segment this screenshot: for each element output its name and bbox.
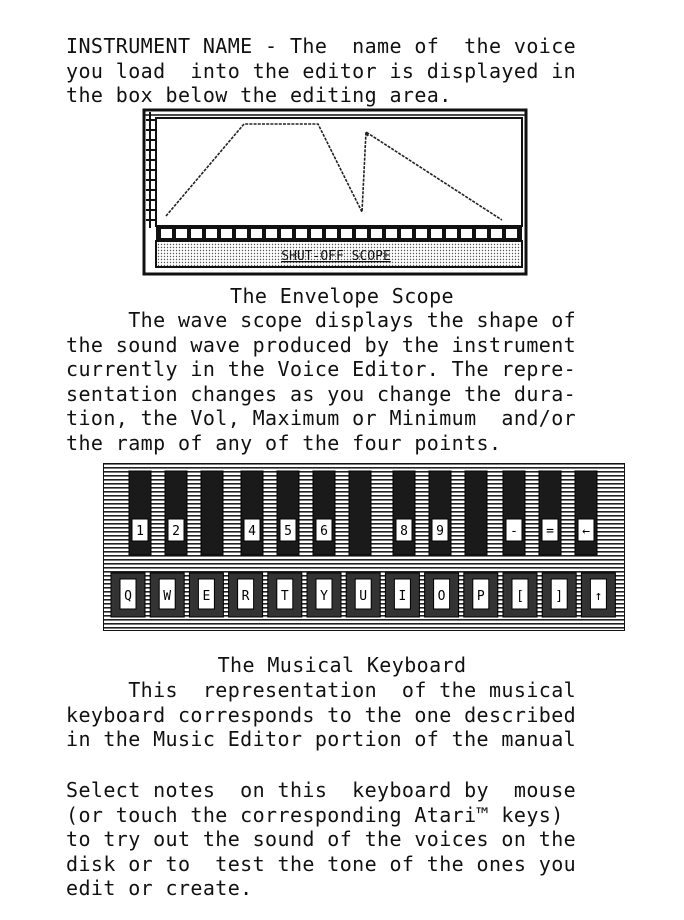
white-key-label: I [398, 589, 407, 604]
envelope-scope-caption: The Envelope Scope [230, 284, 454, 308]
white-key-label: ↑ [594, 589, 603, 604]
white-key-label: T [280, 589, 289, 604]
white-key-label: [ [516, 589, 524, 604]
black-key-label: 2 [172, 524, 180, 539]
black-key-4[interactable] [241, 471, 263, 555]
black-key-label: 5 [284, 524, 292, 539]
black-key-label: - [510, 524, 518, 539]
select-notes-paragraph: Select notes on this keyboard by mouse (or touch the corresponding Atari™ keys) to try out the sound of the voices on the disk or to test the tone of the ones you edit or create. [66, 778, 577, 900]
instrument-name-paragraph: INSTRUMENT NAME - The name of the voice you load into the editor is displayed in the box below the editing area. [66, 34, 577, 107]
scope-label: SHUT-OFF SCOPE [281, 249, 391, 264]
white-key-2[interactable] [150, 573, 184, 617]
white-key-label: O [437, 589, 446, 604]
keyboard-description-paragraph: This representation of the musical keyboard corresponds to the one described in the Music Editor portion of the manual [66, 678, 577, 751]
black-key-label: 4 [248, 524, 256, 539]
white-key-7[interactable] [346, 573, 380, 617]
black-key-2[interactable] [165, 471, 187, 555]
black-key-label: ← [582, 524, 590, 539]
white-key-label: P [476, 589, 485, 604]
black-key-7[interactable] [349, 471, 371, 555]
white-key-10[interactable] [464, 573, 498, 617]
white-key-3[interactable] [189, 573, 223, 617]
black-key-10[interactable] [465, 471, 487, 555]
black-key-13[interactable] [575, 471, 597, 555]
white-key-label: U [359, 589, 368, 604]
white-key-9[interactable] [425, 573, 459, 617]
white-key-5[interactable] [268, 573, 302, 617]
white-key-8[interactable] [385, 573, 419, 617]
black-key-8[interactable] [393, 471, 415, 555]
white-key-4[interactable] [229, 573, 263, 617]
black-key-11[interactable] [503, 471, 525, 555]
black-key-12[interactable] [539, 471, 561, 555]
black-key-3[interactable] [201, 471, 223, 555]
white-key-label: Q [124, 589, 132, 604]
white-key-13[interactable] [581, 573, 615, 617]
black-key-label: 8 [400, 524, 408, 539]
black-key-9[interactable] [429, 471, 451, 555]
black-key-label: 6 [320, 524, 328, 539]
white-key-label: W [163, 589, 172, 604]
wave-scope-paragraph: The wave scope displays the shape of the sound wave produced by the instrument currently in the Voice Editor. The repre- sentation changes as you change the dura- tion, the Vol, Maximum or Minimum and/or the ramp of any of the four points. [66, 308, 577, 455]
musical-keyboard-figure [103, 463, 625, 631]
white-key-label: E [202, 589, 211, 604]
white-key-label: Y [320, 589, 328, 604]
white-key-6[interactable] [307, 573, 341, 617]
black-key-6[interactable] [313, 471, 335, 555]
black-key-1[interactable] [129, 471, 151, 555]
white-key-12[interactable] [542, 573, 576, 617]
white-key-1[interactable] [111, 573, 145, 617]
musical-keyboard-caption: The Musical Keyboard [217, 653, 467, 677]
envelope-scope-figure [142, 108, 528, 276]
black-key-label: 1 [136, 524, 144, 539]
black-key-label: = [546, 524, 554, 539]
black-key-label: 9 [436, 524, 444, 539]
white-key-11[interactable] [503, 573, 537, 617]
black-key-5[interactable] [277, 471, 299, 555]
white-key-label: ] [555, 589, 564, 604]
white-key-label: R [241, 589, 250, 604]
